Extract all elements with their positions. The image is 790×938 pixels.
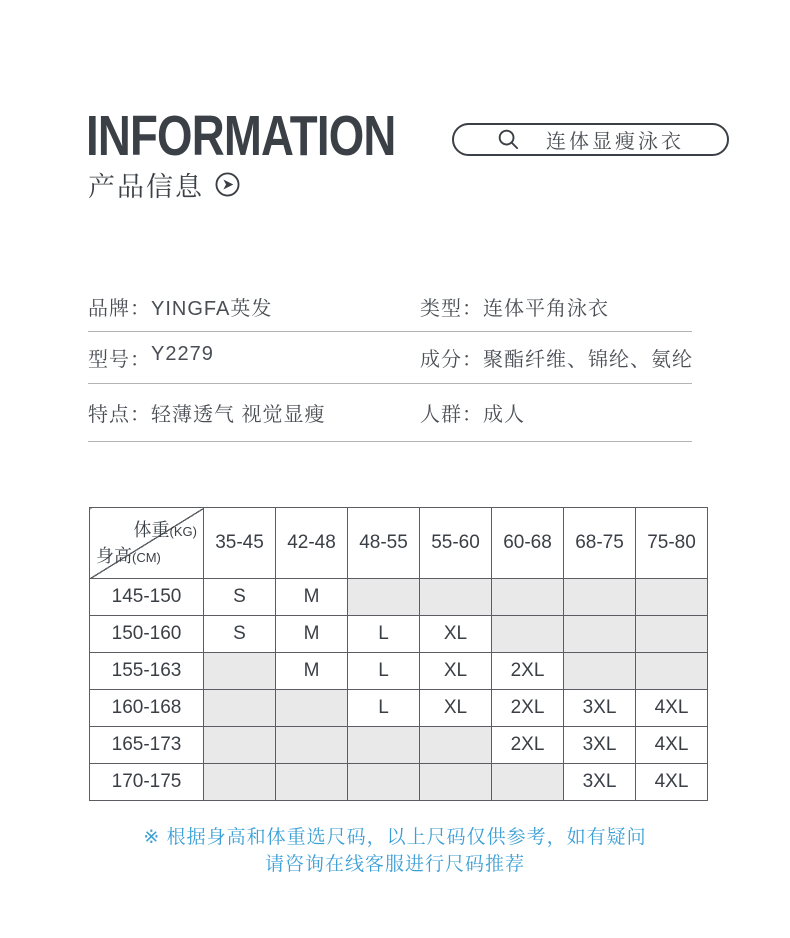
search-pill[interactable] — [452, 123, 729, 156]
table-header-row — [90, 508, 708, 579]
height-row-header: 155-163 — [90, 653, 204, 690]
size-cell: L — [348, 690, 420, 727]
size-footnote-line2: 请咨询在线客服进行尺码推荐 — [264, 854, 525, 875]
size-cell: XL — [420, 616, 492, 653]
attr-row-feature-crowd — [88, 384, 692, 442]
attr-material-value: 聚酯纤维、锦纶、氨纶 — [483, 349, 693, 371]
size-cell — [492, 764, 564, 801]
attr-model — [88, 343, 214, 372]
table-row — [90, 690, 708, 727]
size-cell — [348, 579, 420, 616]
attr-material — [420, 343, 693, 372]
attr-crowd-label: 人群： — [420, 404, 483, 426]
attr-brand — [88, 292, 272, 321]
height-axis-label: 身高(CM) — [96, 546, 161, 566]
size-cell: 4XL — [636, 727, 708, 764]
height-row-header: 145-150 — [90, 579, 204, 616]
attr-material-label: 成分： — [420, 349, 483, 371]
attr-row-brand-type — [88, 281, 692, 332]
size-cell — [564, 616, 636, 653]
size-cell — [204, 727, 276, 764]
size-cell — [420, 727, 492, 764]
size-cell — [204, 653, 276, 690]
size-cell — [348, 727, 420, 764]
search-icon — [497, 128, 520, 151]
size-cell: XL — [420, 653, 492, 690]
table-row — [90, 764, 708, 801]
size-cell — [636, 616, 708, 653]
size-cell — [276, 764, 348, 801]
size-cell: M — [276, 579, 348, 616]
table-row — [90, 579, 708, 616]
attr-type — [420, 292, 609, 321]
size-footnote — [0, 824, 790, 878]
size-cell — [276, 690, 348, 727]
size-cell — [492, 579, 564, 616]
attr-brand-value: YINGFA英发 — [151, 297, 273, 320]
size-cell — [276, 727, 348, 764]
corner-cell — [90, 508, 204, 579]
attr-feature-label: 特点： — [88, 404, 151, 426]
size-cell: L — [348, 653, 420, 690]
attr-type-value: 连体平角泳衣 — [483, 297, 609, 320]
attr-brand-label: 品牌： — [88, 297, 151, 320]
size-cell: 4XL — [636, 764, 708, 801]
table-row — [90, 616, 708, 653]
size-cell: 3XL — [564, 690, 636, 727]
size-cell — [204, 764, 276, 801]
search-keyword: 连体显瘦泳衣 — [546, 131, 684, 153]
size-cell: S — [204, 616, 276, 653]
size-cell: 2XL — [492, 727, 564, 764]
weight-col-header: 55-60 — [420, 508, 492, 579]
size-cell: XL — [420, 690, 492, 727]
size-cell: 3XL — [564, 727, 636, 764]
table-row — [90, 727, 708, 764]
play-circle-icon — [215, 172, 240, 197]
size-cell: 2XL — [492, 690, 564, 727]
table-row — [90, 653, 708, 690]
size-footnote-line1: ※ 根据身高和体重选尺码，以上尺码仅供参考，如有疑问 — [143, 827, 647, 848]
height-row-header: 160-168 — [90, 690, 204, 727]
height-row-header: 170-175 — [90, 764, 204, 801]
weight-col-header: 68-75 — [564, 508, 636, 579]
attr-type-label: 类型： — [420, 297, 483, 320]
weight-col-header: 75-80 — [636, 508, 708, 579]
size-cell: L — [348, 616, 420, 653]
attr-row-model-material — [88, 332, 692, 384]
size-cell: 3XL — [564, 764, 636, 801]
size-cell — [636, 653, 708, 690]
size-cell — [564, 653, 636, 690]
size-cell: 2XL — [492, 653, 564, 690]
size-chart-table — [89, 507, 708, 801]
attr-model-label: 型号： — [88, 349, 151, 371]
size-cell — [204, 690, 276, 727]
attr-crowd — [420, 398, 525, 427]
attr-feature-value: 轻薄透气 视觉显瘦 — [151, 404, 326, 426]
weight-axis-label: 体重(KG) — [133, 520, 197, 540]
page-subtitle-row — [88, 168, 240, 200]
size-cell — [348, 764, 420, 801]
size-cell — [492, 616, 564, 653]
attr-model-value: Y2279 — [151, 343, 214, 365]
size-cell: M — [276, 653, 348, 690]
weight-col-header: 60-68 — [492, 508, 564, 579]
page-subtitle: 产品信息 — [88, 171, 204, 202]
weight-col-header: 42-48 — [276, 508, 348, 579]
page-title: INFORMATION — [86, 104, 396, 168]
height-row-header: 150-160 — [90, 616, 204, 653]
size-cell: S — [204, 579, 276, 616]
size-cell — [420, 764, 492, 801]
size-cell — [564, 579, 636, 616]
attr-feature — [88, 398, 326, 427]
size-cell: M — [276, 616, 348, 653]
height-row-header: 165-173 — [90, 727, 204, 764]
size-cell: 4XL — [636, 690, 708, 727]
weight-col-header: 48-55 — [348, 508, 420, 579]
size-cell — [636, 579, 708, 616]
size-cell — [420, 579, 492, 616]
attr-crowd-value: 成人 — [483, 404, 525, 426]
weight-col-header: 35-45 — [204, 508, 276, 579]
